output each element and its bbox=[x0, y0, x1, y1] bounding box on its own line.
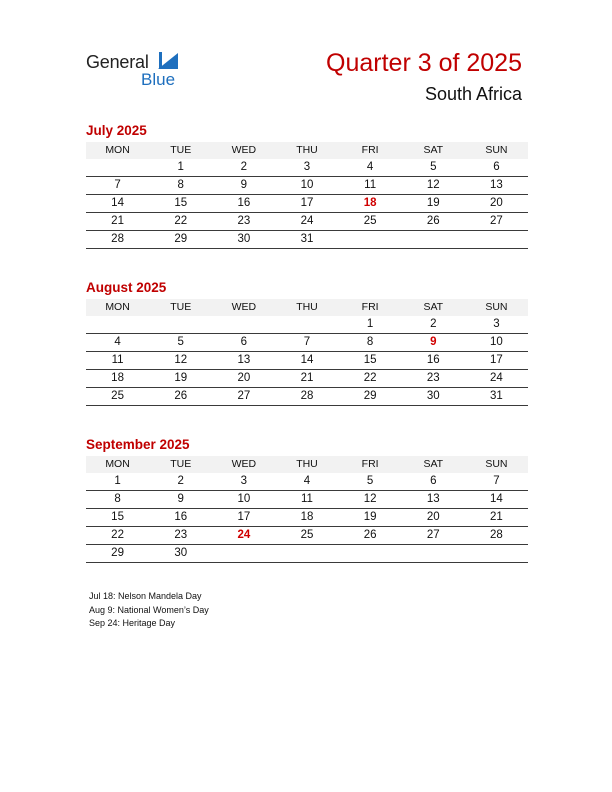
date-cell: 7 bbox=[86, 177, 149, 195]
date-cell: 8 bbox=[86, 491, 149, 509]
date-cell bbox=[275, 316, 338, 334]
weekday-header: SAT bbox=[402, 142, 465, 159]
date-cell: 28 bbox=[86, 231, 149, 249]
date-cell: 5 bbox=[402, 159, 465, 177]
date-cell: 1 bbox=[339, 316, 402, 334]
date-cell: 4 bbox=[275, 473, 338, 491]
date-cell: 12 bbox=[149, 352, 212, 370]
date-cell bbox=[212, 316, 275, 334]
date-cell: 7 bbox=[275, 334, 338, 352]
date-cell bbox=[465, 231, 528, 249]
date-cell: 16 bbox=[149, 509, 212, 527]
date-cell: 24 bbox=[275, 213, 338, 231]
weekday-header: WED bbox=[212, 142, 275, 159]
week-row bbox=[86, 388, 528, 406]
date-cell: 12 bbox=[339, 491, 402, 509]
weekday-header: WED bbox=[212, 299, 275, 316]
date-cell: 10 bbox=[465, 334, 528, 352]
month-title: August 2025 bbox=[86, 280, 167, 295]
date-cell: 8 bbox=[339, 334, 402, 352]
logo-flag-icon bbox=[158, 53, 178, 69]
month-title: July 2025 bbox=[86, 123, 147, 138]
week-row bbox=[86, 177, 528, 195]
page-title: Quarter 3 of 2025 bbox=[326, 49, 522, 77]
date-cell: 20 bbox=[212, 370, 275, 388]
date-cell bbox=[149, 316, 212, 334]
date-cell: 26 bbox=[339, 527, 402, 545]
date-cell: 3 bbox=[212, 473, 275, 491]
holiday-note: Sep 24: Heritage Day bbox=[89, 618, 176, 628]
date-cell bbox=[86, 159, 149, 177]
date-cell bbox=[402, 545, 465, 563]
month-title: September 2025 bbox=[86, 437, 190, 452]
weekday-header: FRI bbox=[339, 299, 402, 316]
date-cell: 25 bbox=[339, 213, 402, 231]
date-cell: 22 bbox=[86, 527, 149, 545]
date-cell: 14 bbox=[465, 491, 528, 509]
holiday-note: Aug 9: National Women’s Day bbox=[89, 604, 209, 615]
date-cell: 31 bbox=[275, 231, 338, 249]
week-row bbox=[86, 370, 528, 388]
week-row bbox=[86, 213, 528, 231]
date-cell: 20 bbox=[402, 509, 465, 527]
logo-text-general: General bbox=[86, 52, 149, 72]
weekday-header: TUE bbox=[149, 299, 212, 316]
date-cell: 18 bbox=[86, 370, 149, 388]
week-row bbox=[86, 545, 528, 563]
date-cell: 21 bbox=[465, 509, 528, 527]
date-cell: 23 bbox=[149, 527, 212, 545]
date-cell: 24 bbox=[465, 370, 528, 388]
week-row bbox=[86, 491, 528, 509]
date-cell: 21 bbox=[275, 370, 338, 388]
date-cell: 6 bbox=[402, 473, 465, 491]
date-cell: 5 bbox=[339, 473, 402, 491]
weekday-header: MON bbox=[86, 299, 149, 316]
date-cell: 17 bbox=[212, 509, 275, 527]
date-cell: 22 bbox=[339, 370, 402, 388]
date-cell: 13 bbox=[465, 177, 528, 195]
week-row bbox=[86, 334, 528, 352]
date-cell bbox=[275, 545, 338, 563]
date-cell: 15 bbox=[86, 509, 149, 527]
date-cell: 11 bbox=[339, 177, 402, 195]
holiday-notes bbox=[89, 590, 209, 631]
week-row bbox=[86, 352, 528, 370]
date-cell: 6 bbox=[465, 159, 528, 177]
date-cell bbox=[339, 545, 402, 563]
date-cell: 25 bbox=[275, 527, 338, 545]
date-cell: 20 bbox=[465, 195, 528, 213]
weekday-header-row bbox=[86, 456, 528, 473]
date-cell bbox=[212, 545, 275, 563]
weekday-header: THU bbox=[275, 142, 338, 159]
logo-text-blue: Blue bbox=[141, 70, 176, 89]
generalblue-logo bbox=[86, 50, 186, 90]
date-cell: 29 bbox=[339, 388, 402, 406]
date-cell: 8 bbox=[149, 177, 212, 195]
date-cell: 5 bbox=[149, 334, 212, 352]
date-cell: 13 bbox=[402, 491, 465, 509]
weekday-header: SUN bbox=[465, 142, 528, 159]
date-cell: 12 bbox=[402, 177, 465, 195]
week-row bbox=[86, 159, 528, 177]
weekday-header: SAT bbox=[402, 456, 465, 473]
date-cell: 17 bbox=[465, 352, 528, 370]
date-cell: 13 bbox=[212, 352, 275, 370]
weekday-header: TUE bbox=[149, 142, 212, 159]
holiday-date-cell: 9 bbox=[402, 334, 465, 352]
date-cell: 26 bbox=[149, 388, 212, 406]
weekday-header: THU bbox=[275, 299, 338, 316]
weekday-header-row bbox=[86, 299, 528, 316]
date-cell: 14 bbox=[86, 195, 149, 213]
date-cell: 7 bbox=[465, 473, 528, 491]
date-cell: 19 bbox=[402, 195, 465, 213]
weekday-header-row bbox=[86, 142, 528, 159]
holiday-date-cell: 24 bbox=[212, 527, 275, 545]
date-cell: 31 bbox=[465, 388, 528, 406]
weekday-header: SUN bbox=[465, 299, 528, 316]
date-cell: 11 bbox=[86, 352, 149, 370]
month-block-september bbox=[86, 436, 528, 563]
date-cell: 2 bbox=[212, 159, 275, 177]
date-cell: 22 bbox=[149, 213, 212, 231]
date-cell: 28 bbox=[275, 388, 338, 406]
weekday-header: SUN bbox=[465, 456, 528, 473]
date-cell: 30 bbox=[149, 545, 212, 563]
date-cell: 2 bbox=[149, 473, 212, 491]
month-calendar-table bbox=[86, 142, 528, 249]
weekday-header: FRI bbox=[339, 142, 402, 159]
date-cell: 15 bbox=[339, 352, 402, 370]
date-cell: 19 bbox=[339, 509, 402, 527]
week-row bbox=[86, 195, 528, 213]
holiday-date-cell: 18 bbox=[339, 195, 402, 213]
date-cell: 23 bbox=[402, 370, 465, 388]
date-cell: 3 bbox=[465, 316, 528, 334]
date-cell: 28 bbox=[465, 527, 528, 545]
date-cell: 23 bbox=[212, 213, 275, 231]
date-cell: 6 bbox=[212, 334, 275, 352]
date-cell: 19 bbox=[149, 370, 212, 388]
month-block-august bbox=[86, 279, 528, 406]
date-cell: 15 bbox=[149, 195, 212, 213]
date-cell: 27 bbox=[402, 527, 465, 545]
date-cell: 26 bbox=[402, 213, 465, 231]
date-cell bbox=[86, 316, 149, 334]
date-cell: 27 bbox=[212, 388, 275, 406]
date-cell bbox=[402, 231, 465, 249]
date-cell: 27 bbox=[465, 213, 528, 231]
week-row bbox=[86, 527, 528, 545]
date-cell: 30 bbox=[212, 231, 275, 249]
weekday-header: MON bbox=[86, 142, 149, 159]
date-cell: 10 bbox=[275, 177, 338, 195]
date-cell bbox=[465, 545, 528, 563]
weekday-header: MON bbox=[86, 456, 149, 473]
date-cell: 10 bbox=[212, 491, 275, 509]
date-cell: 16 bbox=[212, 195, 275, 213]
date-cell: 21 bbox=[86, 213, 149, 231]
date-cell: 17 bbox=[275, 195, 338, 213]
date-cell: 4 bbox=[339, 159, 402, 177]
date-cell: 4 bbox=[86, 334, 149, 352]
date-cell: 16 bbox=[402, 352, 465, 370]
date-cell: 1 bbox=[86, 473, 149, 491]
date-cell: 9 bbox=[149, 491, 212, 509]
date-cell: 18 bbox=[275, 509, 338, 527]
week-row bbox=[86, 316, 528, 334]
date-cell: 29 bbox=[149, 231, 212, 249]
week-row bbox=[86, 231, 528, 249]
date-cell: 9 bbox=[212, 177, 275, 195]
weekday-header: WED bbox=[212, 456, 275, 473]
country-name: South Africa bbox=[424, 84, 522, 104]
month-calendar-table bbox=[86, 299, 528, 406]
weekday-header: SAT bbox=[402, 299, 465, 316]
holiday-note: Jul 18: Nelson Mandela Day bbox=[89, 591, 202, 601]
weekday-header: TUE bbox=[149, 456, 212, 473]
date-cell: 30 bbox=[402, 388, 465, 406]
weekday-header: FRI bbox=[339, 456, 402, 473]
date-cell: 25 bbox=[86, 388, 149, 406]
date-cell bbox=[339, 231, 402, 249]
weekday-header: THU bbox=[275, 456, 338, 473]
date-cell: 3 bbox=[275, 159, 338, 177]
date-cell: 1 bbox=[149, 159, 212, 177]
date-cell: 11 bbox=[275, 491, 338, 509]
date-cell: 2 bbox=[402, 316, 465, 334]
month-block-july bbox=[86, 122, 528, 249]
date-cell: 14 bbox=[275, 352, 338, 370]
month-calendar-table bbox=[86, 456, 528, 563]
week-row bbox=[86, 473, 528, 491]
date-cell: 29 bbox=[86, 545, 149, 563]
week-row bbox=[86, 509, 528, 527]
